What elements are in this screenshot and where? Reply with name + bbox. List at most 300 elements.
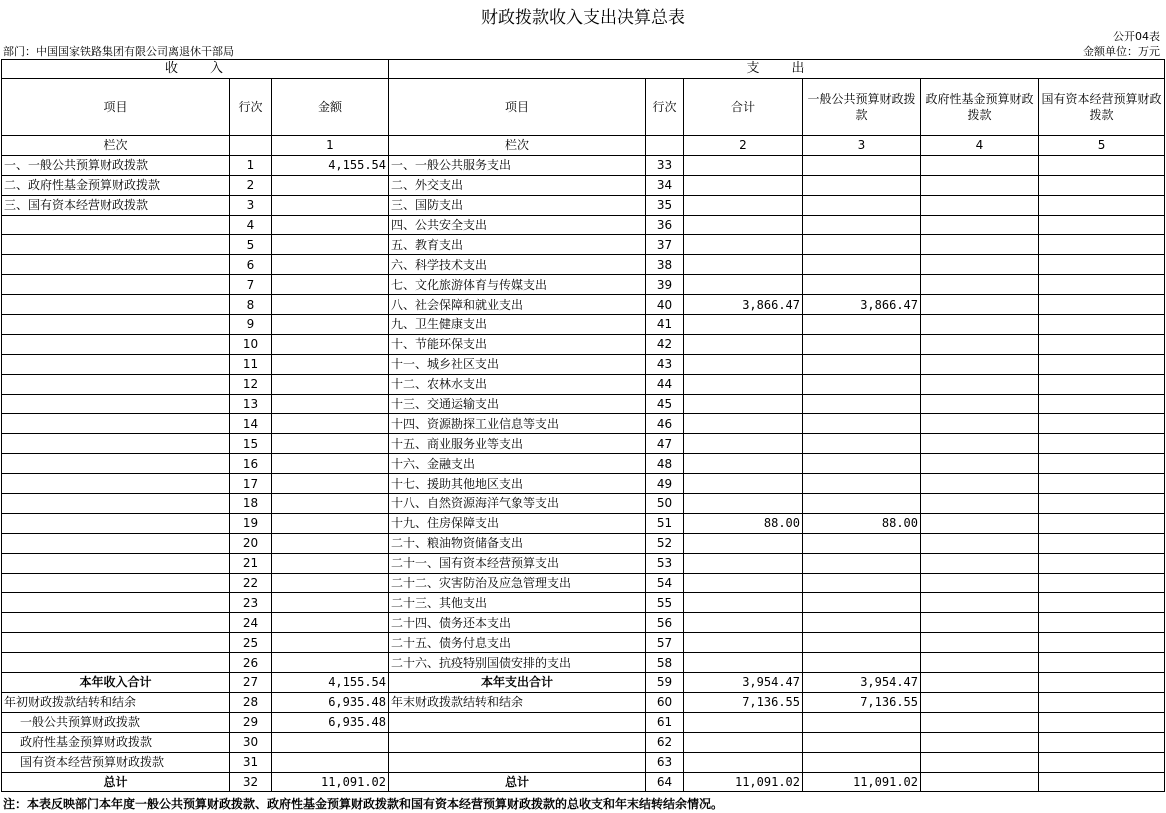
fund-budget-cell [921,155,1039,175]
state-capital-cell [1039,732,1165,752]
fund-budget-header: 政府性基金预算财政拨款 [921,79,1039,136]
fund-budget-cell [921,175,1039,195]
state-capital-cell [1039,315,1165,335]
income-item-cell [2,513,230,533]
state-capital-cell [1039,434,1165,454]
table-row [2,374,1165,394]
expense-item-cell: 二十六、抗疫特别国债安排的支出 [389,653,646,673]
expense-item-cell: 九、卫生健康支出 [389,315,646,335]
page-title: 财政拨款收入支出决算总表 [481,8,685,28]
total-cell: 3,954.47 [684,673,803,693]
amount-unit-label: 金额单位：万元 [1083,45,1160,58]
table-row [2,494,1165,514]
col-blank [646,136,684,156]
general-budget-cell: 3,866.47 [803,295,921,315]
fund-budget-cell [921,454,1039,474]
income-item-cell [2,494,230,514]
income-row-no-cell: 13 [230,394,272,414]
expense-item-cell: 十、节能环保支出 [389,334,646,354]
general-budget-cell [803,255,921,275]
general-budget-cell [803,334,921,354]
general-budget-cell [803,712,921,732]
fund-budget-cell [921,275,1039,295]
expense-row-no-cell: 39 [646,275,684,295]
expense-item-cell: 三、国防支出 [389,195,646,215]
expense-row-no-cell: 48 [646,454,684,474]
income-row-no-cell: 32 [230,772,272,792]
table-row [2,653,1165,673]
income-item-cell [2,573,230,593]
income-item-cell [2,553,230,573]
income-row-no-cell: 31 [230,752,272,772]
fund-budget-cell [921,434,1039,454]
state-capital-cell [1039,394,1165,414]
income-amount-cell [272,295,389,315]
expense-item-cell: 十一、城乡社区支出 [389,354,646,374]
state-capital-cell [1039,195,1165,215]
expense-row-no-cell: 45 [646,394,684,414]
income-row-no-cell: 27 [230,673,272,693]
fund-budget-cell [921,573,1039,593]
expense-row-no-cell: 33 [646,155,684,175]
income-amount-cell: 4,155.54 [272,673,389,693]
total-cell [684,613,803,633]
general-budget-cell [803,315,921,335]
general-budget-cell [803,474,921,494]
income-item-cell [2,275,230,295]
table-row [2,414,1165,434]
table-row [2,454,1165,474]
income-amount-cell [272,275,389,295]
income-row-no-cell: 4 [230,215,272,235]
general-budget-header: 一般公共预算财政拨款 [803,79,921,136]
general-budget-cell [803,195,921,215]
expense-row-no-cell: 37 [646,235,684,255]
total-cell [684,215,803,235]
income-amount-cell [272,593,389,613]
income-amount-cell [272,533,389,553]
income-row-no-cell: 17 [230,474,272,494]
income-row-no-cell: 30 [230,732,272,752]
income-amount-cell [272,732,389,752]
income-amount-cell [272,354,389,374]
income-amount-cell [272,255,389,275]
income-row-no-cell: 12 [230,374,272,394]
income-amount-cell: 11,091.02 [272,772,389,792]
fund-budget-cell [921,374,1039,394]
income-row-no-cell: 16 [230,454,272,474]
income-row-no-cell: 7 [230,275,272,295]
fund-budget-cell [921,673,1039,693]
table-row [2,732,1165,752]
income-row-no-cell: 11 [230,354,272,374]
total-cell [684,414,803,434]
income-amount-cell [272,374,389,394]
expense-item-cell: 一、一般公共服务支出 [389,155,646,175]
fund-budget-cell [921,593,1039,613]
expense-item-cell: 十五、商业服务业等支出 [389,434,646,454]
income-row-no-cell: 5 [230,235,272,255]
expense-item-cell: 四、公共安全支出 [389,215,646,235]
general-budget-cell [803,613,921,633]
income-amount-cell [272,454,389,474]
table-row [2,553,1165,573]
income-item-cell [2,653,230,673]
col-state-capital-no: 5 [1039,136,1165,156]
total-cell [684,474,803,494]
income-amount-cell [272,175,389,195]
total-cell [684,633,803,653]
income-amount-cell [272,215,389,235]
expense-row-no-cell: 35 [646,195,684,215]
fund-budget-cell [921,613,1039,633]
state-capital-cell [1039,175,1165,195]
expense-item-cell: 二十四、债务还本支出 [389,613,646,633]
income-item-cell [2,235,230,255]
expense-row-no-cell: 58 [646,653,684,673]
col-general-no: 3 [803,136,921,156]
income-amount-cell [272,653,389,673]
col-fund-no: 4 [921,136,1039,156]
expense-row-no-cell: 42 [646,334,684,354]
income-row-no-cell: 1 [230,155,272,175]
income-item-cell [2,414,230,434]
expense-item-cell: 十七、援助其他地区支出 [389,474,646,494]
total-cell [684,593,803,613]
column-header-row [2,79,1165,136]
expense-row-no-cell: 52 [646,533,684,553]
total-cell [684,712,803,732]
income-row-no-cell: 19 [230,513,272,533]
income-amount-cell [272,315,389,335]
income-section-header: 收 入 [2,60,389,79]
general-budget-cell [803,633,921,653]
total-cell [684,155,803,175]
col-exp-label: 栏次 [389,136,646,156]
fund-budget-cell [921,295,1039,315]
state-capital-cell [1039,752,1165,772]
income-item-cell [2,334,230,354]
income-row-no-cell: 15 [230,434,272,454]
income-item-cell: 国有资本经营预算财政拨款 [2,752,230,772]
fund-budget-cell [921,772,1039,792]
expense-row-no-cell: 55 [646,593,684,613]
state-capital-cell [1039,673,1165,693]
fund-budget-cell [921,553,1039,573]
expense-item-cell: 二十、粮油物资储备支出 [389,533,646,553]
general-budget-cell [803,454,921,474]
table-row [2,295,1165,315]
income-row-no-header: 行次 [230,79,272,136]
income-item-cell: 总计 [2,772,230,792]
state-capital-cell [1039,553,1165,573]
general-budget-cell [803,732,921,752]
expense-row-no-cell: 64 [646,772,684,792]
general-budget-cell [803,394,921,414]
general-budget-cell [803,215,921,235]
general-budget-cell [803,374,921,394]
income-amount-cell [272,334,389,354]
income-item-cell [2,593,230,613]
table-row [2,255,1165,275]
fund-budget-cell [921,414,1039,434]
expense-row-no-cell: 63 [646,752,684,772]
state-capital-cell [1039,295,1165,315]
income-amount-cell [272,394,389,414]
table-row [2,573,1165,593]
table-row [2,533,1165,553]
total-cell [684,752,803,772]
fund-budget-cell [921,712,1039,732]
expense-row-no-header: 行次 [646,79,684,136]
section-header-row [2,60,1165,79]
expense-item-cell: 年末财政拨款结转和结余 [389,692,646,712]
expense-item-cell: 六、科学技术支出 [389,255,646,275]
general-budget-cell [803,155,921,175]
expense-item-cell: 本年支出合计 [389,673,646,693]
total-cell [684,354,803,374]
col-total-no: 2 [684,136,803,156]
expense-item-cell: 二十五、债务付息支出 [389,633,646,653]
total-cell [684,454,803,474]
expense-item-cell [389,752,646,772]
total-cell: 3,866.47 [684,295,803,315]
income-amount-cell: 4,155.54 [272,155,389,175]
income-amount-cell [272,235,389,255]
table-row [2,195,1165,215]
general-budget-cell [803,533,921,553]
income-item-header: 项目 [2,79,230,136]
table-row [2,613,1165,633]
state-capital-cell [1039,215,1165,235]
fund-budget-cell [921,394,1039,414]
income-item-cell: 本年收入合计 [2,673,230,693]
state-capital-cell [1039,653,1165,673]
income-item-cell [2,454,230,474]
department-label: 部门：中国国家铁路集团有限公司离退休干部局 [3,45,234,58]
expense-item-cell: 八、社会保障和就业支出 [389,295,646,315]
expense-row-no-cell: 53 [646,553,684,573]
income-row-no-cell: 9 [230,315,272,335]
table-row [2,712,1165,732]
income-item-cell [2,394,230,414]
income-item-cell [2,633,230,653]
table-row [2,474,1165,494]
income-amount-cell: 6,935.48 [272,692,389,712]
form-number: 公开04表 [1113,30,1160,43]
fund-budget-cell [921,513,1039,533]
income-item-cell: 二、政府性基金预算财政拨款 [2,175,230,195]
general-budget-cell [803,275,921,295]
total-cell [684,394,803,414]
income-item-cell [2,533,230,553]
income-item-cell [2,613,230,633]
expense-item-cell: 五、教育支出 [389,235,646,255]
general-budget-cell [803,414,921,434]
general-budget-cell [803,494,921,514]
total-cell: 88.00 [684,513,803,533]
expense-item-cell [389,712,646,732]
income-amount-cell: 6,935.48 [272,712,389,732]
total-cell [684,653,803,673]
expense-row-no-cell: 57 [646,633,684,653]
expense-item-cell: 十三、交通运输支出 [389,394,646,414]
income-row-no-cell: 23 [230,593,272,613]
table-row [2,434,1165,454]
fund-budget-cell [921,354,1039,374]
income-row-no-cell: 8 [230,295,272,315]
fund-budget-cell [921,732,1039,752]
table-row [2,215,1165,235]
expense-row-no-cell: 44 [646,374,684,394]
income-row-no-cell: 28 [230,692,272,712]
col-income-amount-no: 1 [272,136,389,156]
expense-row-no-cell: 59 [646,673,684,693]
fund-budget-cell [921,315,1039,335]
income-item-cell [2,374,230,394]
total-cell [684,334,803,354]
expense-item-cell: 二、外交支出 [389,175,646,195]
expense-row-no-cell: 60 [646,692,684,712]
income-item-cell: 政府性基金预算财政拨款 [2,732,230,752]
income-amount-cell [272,513,389,533]
income-row-no-cell: 21 [230,553,272,573]
expense-row-no-cell: 46 [646,414,684,434]
state-capital-cell [1039,533,1165,553]
fund-budget-cell [921,494,1039,514]
expense-item-cell: 二十三、其他支出 [389,593,646,613]
total-cell: 7,136.55 [684,692,803,712]
total-cell [684,732,803,752]
expense-item-cell: 总计 [389,772,646,792]
income-item-cell [2,255,230,275]
total-cell [684,533,803,553]
total-cell [684,553,803,573]
expense-row-no-cell: 43 [646,354,684,374]
table-row [2,354,1165,374]
expense-row-no-cell: 47 [646,434,684,454]
total-cell [684,573,803,593]
state-capital-cell [1039,513,1165,533]
fund-budget-cell [921,235,1039,255]
state-capital-cell [1039,593,1165,613]
table-row [2,334,1165,354]
total-cell [684,255,803,275]
table-row [2,275,1165,295]
col-label: 栏次 [2,136,230,156]
fund-budget-cell [921,752,1039,772]
state-capital-cell [1039,414,1165,434]
income-amount-cell [272,474,389,494]
state-capital-cell [1039,633,1165,653]
general-budget-cell [803,653,921,673]
income-row-no-cell: 29 [230,712,272,732]
general-budget-cell [803,235,921,255]
income-row-no-cell: 3 [230,195,272,215]
expense-row-no-cell: 54 [646,573,684,593]
income-row-no-cell: 25 [230,633,272,653]
expense-row-no-cell: 34 [646,175,684,195]
general-budget-cell: 88.00 [803,513,921,533]
table-row [2,175,1165,195]
state-capital-cell [1039,692,1165,712]
col-blank [230,136,272,156]
general-budget-cell [803,752,921,772]
income-row-no-cell: 24 [230,613,272,633]
table-row [2,692,1165,712]
general-budget-cell [803,175,921,195]
table-row [2,394,1165,414]
fund-budget-cell [921,195,1039,215]
income-amount-cell [272,613,389,633]
total-cell [684,374,803,394]
total-cell: 11,091.02 [684,772,803,792]
income-item-cell [2,434,230,454]
income-amount-cell [272,494,389,514]
table-row [2,315,1165,335]
total-header: 合计 [684,79,803,136]
income-amount-cell [272,633,389,653]
total-cell [684,434,803,454]
income-amount-cell [272,195,389,215]
table-row [2,155,1165,175]
state-capital-cell [1039,494,1165,514]
state-capital-header: 国有资本经营预算财政拨款 [1039,79,1165,136]
total-cell [684,235,803,255]
income-row-no-cell: 14 [230,414,272,434]
fund-budget-cell [921,692,1039,712]
expense-item-header: 项目 [389,79,646,136]
income-item-cell: 一、一般公共预算财政拨款 [2,155,230,175]
total-cell [684,195,803,215]
general-budget-cell [803,573,921,593]
expense-row-no-cell: 40 [646,295,684,315]
expense-item-cell: 十九、住房保障支出 [389,513,646,533]
expense-item-cell: 七、文化旅游体育与传媒支出 [389,275,646,295]
fund-budget-cell [921,255,1039,275]
table-row [2,513,1165,533]
income-amount-cell [272,414,389,434]
table-row [2,673,1165,693]
fund-budget-cell [921,215,1039,235]
expense-row-no-cell: 61 [646,712,684,732]
state-capital-cell [1039,613,1165,633]
fund-budget-cell [921,653,1039,673]
income-amount-cell [272,752,389,772]
expense-item-cell: 二十二、灾害防治及应急管理支出 [389,573,646,593]
table-row [2,593,1165,613]
expense-row-no-cell: 62 [646,732,684,752]
table-row [2,772,1165,792]
income-item-cell: 一般公共预算财政拨款 [2,712,230,732]
state-capital-cell [1039,354,1165,374]
income-item-cell: 三、国有资本经营财政拨款 [2,195,230,215]
general-budget-cell: 7,136.55 [803,692,921,712]
state-capital-cell [1039,255,1165,275]
general-budget-cell: 3,954.47 [803,673,921,693]
general-budget-cell [803,553,921,573]
footnote: 注：本表反映部门本年度一般公共预算财政拨款、政府性基金预算财政拨款和国有资本经营预算财政拨款的总收支和年末结转结余情况。 [3,797,724,811]
expense-item-cell: 十六、金融支出 [389,454,646,474]
state-capital-cell [1039,772,1165,792]
state-capital-cell [1039,573,1165,593]
income-item-cell: 年初财政拨款结转和结余 [2,692,230,712]
state-capital-cell [1039,334,1165,354]
income-item-cell [2,474,230,494]
state-capital-cell [1039,454,1165,474]
expense-row-no-cell: 41 [646,315,684,335]
state-capital-cell [1039,155,1165,175]
